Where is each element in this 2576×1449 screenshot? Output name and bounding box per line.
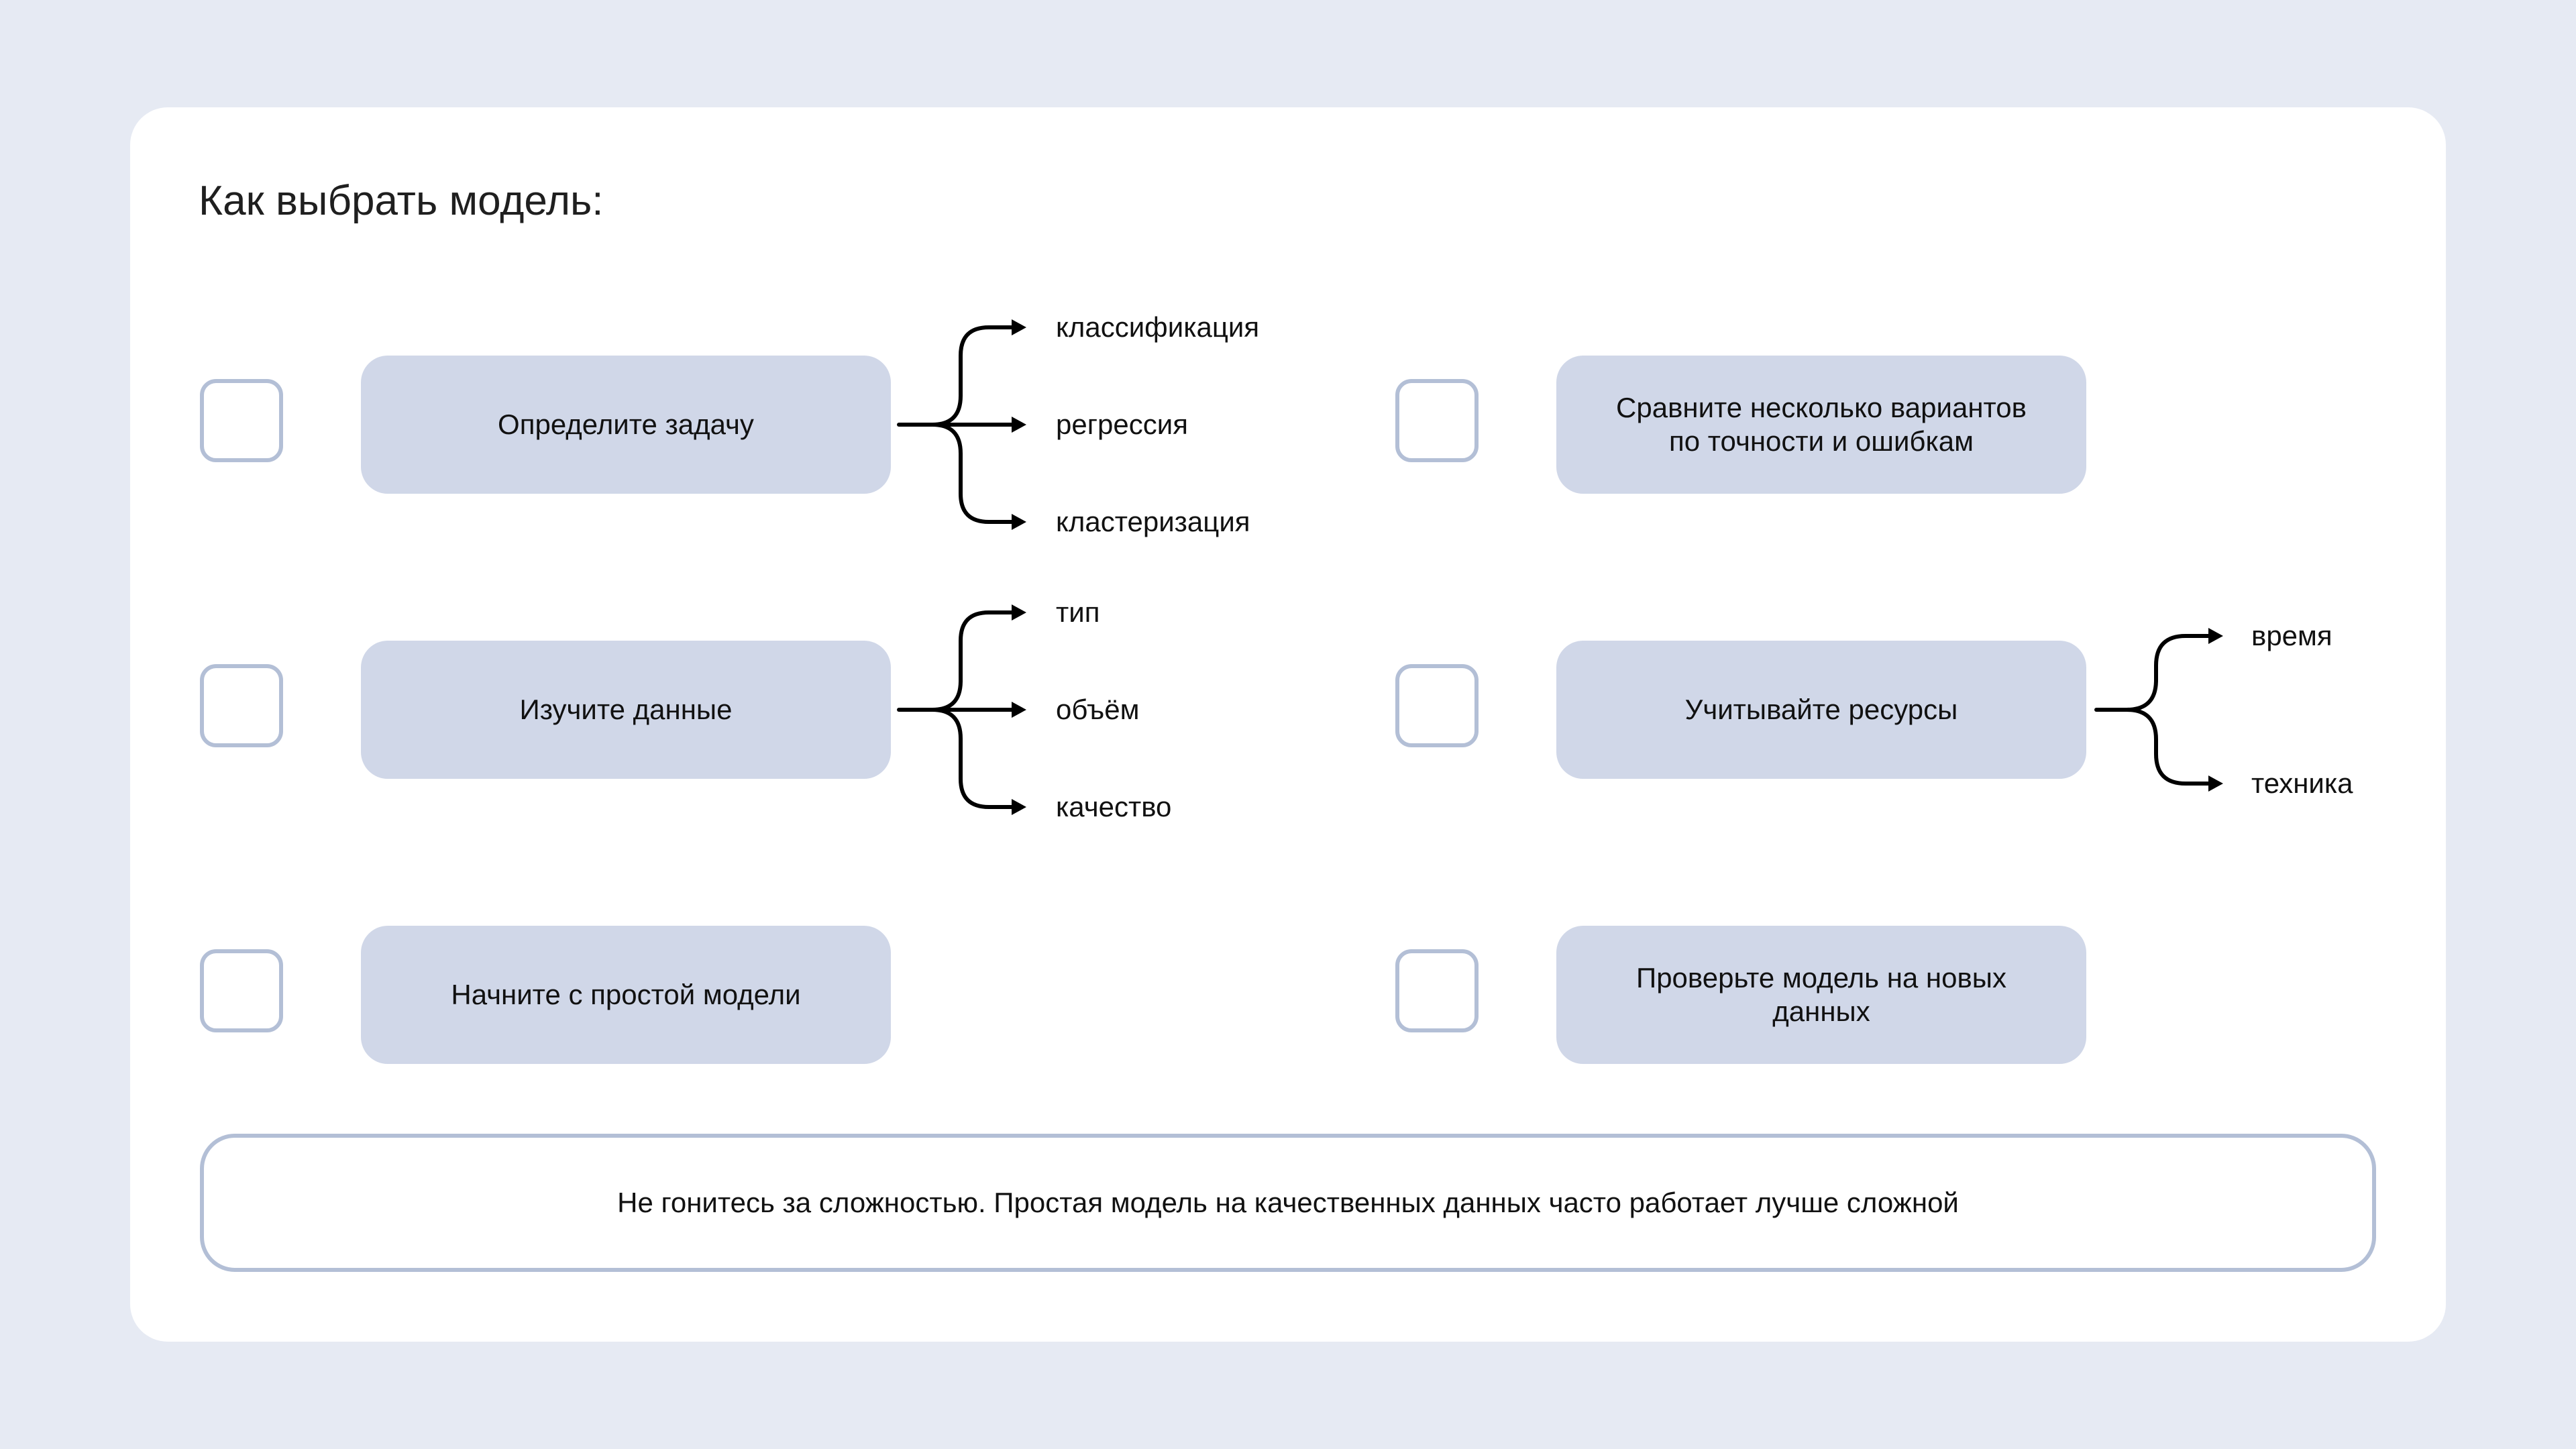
step-5-connector xyxy=(2096,628,2223,792)
step-1-branch-1-label: классификация xyxy=(1056,311,1260,343)
step-1-branch-1-line xyxy=(932,327,1012,425)
step-5-branch-1-line xyxy=(2127,636,2208,710)
step-5-branch-2-arrow xyxy=(2208,775,2223,792)
step-2-label: Изучите данные xyxy=(519,694,733,725)
step-1-branch-3-arrow xyxy=(1012,514,1026,530)
step-2-branch-3-line xyxy=(932,710,1012,807)
step-2-connector xyxy=(899,604,1026,815)
step-1-branch-2-arrow xyxy=(1012,417,1026,433)
step-3-label: Начните с простой модели xyxy=(451,979,801,1010)
step-4-label: Сравните несколько вариантов по точности и ошибкам xyxy=(1616,392,2027,457)
step-5-branch-2-line xyxy=(2127,710,2208,784)
step-2-branch-1-line xyxy=(932,612,1012,710)
step-2-branch-2-arrow xyxy=(1012,702,1026,718)
step-5-branch-1-arrow xyxy=(2208,628,2223,644)
step-2-branch-3-arrow xyxy=(1012,799,1026,815)
step-1-branch-3-line xyxy=(932,425,1012,522)
step-2-branch-3-label: качество xyxy=(1056,791,1172,822)
step-2-branch-2-label: объём xyxy=(1056,694,1140,725)
page-title: Как выбрать модель: xyxy=(199,178,604,224)
tip-text: Не гонитесь за сложностью. Простая модель на качественных данных часто работает лучше сложной xyxy=(617,1187,1959,1218)
step-2-branch-1-label: тип xyxy=(1056,596,1100,628)
step-5-label: Учитывайте ресурсы xyxy=(1684,694,1958,725)
step-1-label: Определите задачу xyxy=(498,409,754,440)
step-5-branch-2-label: техника xyxy=(2251,767,2353,799)
step-1-branch-1-arrow xyxy=(1012,319,1026,335)
step-1-connector xyxy=(899,319,1026,530)
tip-box xyxy=(200,1134,2376,1272)
step-2-branch-1-arrow xyxy=(1012,604,1026,621)
step-6-label: Проверьте модель на новых данных xyxy=(1636,962,2006,1027)
step-5-branch-1-label: время xyxy=(2251,620,2332,651)
step-1-branch-2-label: регрессия xyxy=(1056,409,1188,440)
step-1-branch-3-label: кластеризация xyxy=(1056,506,1250,537)
